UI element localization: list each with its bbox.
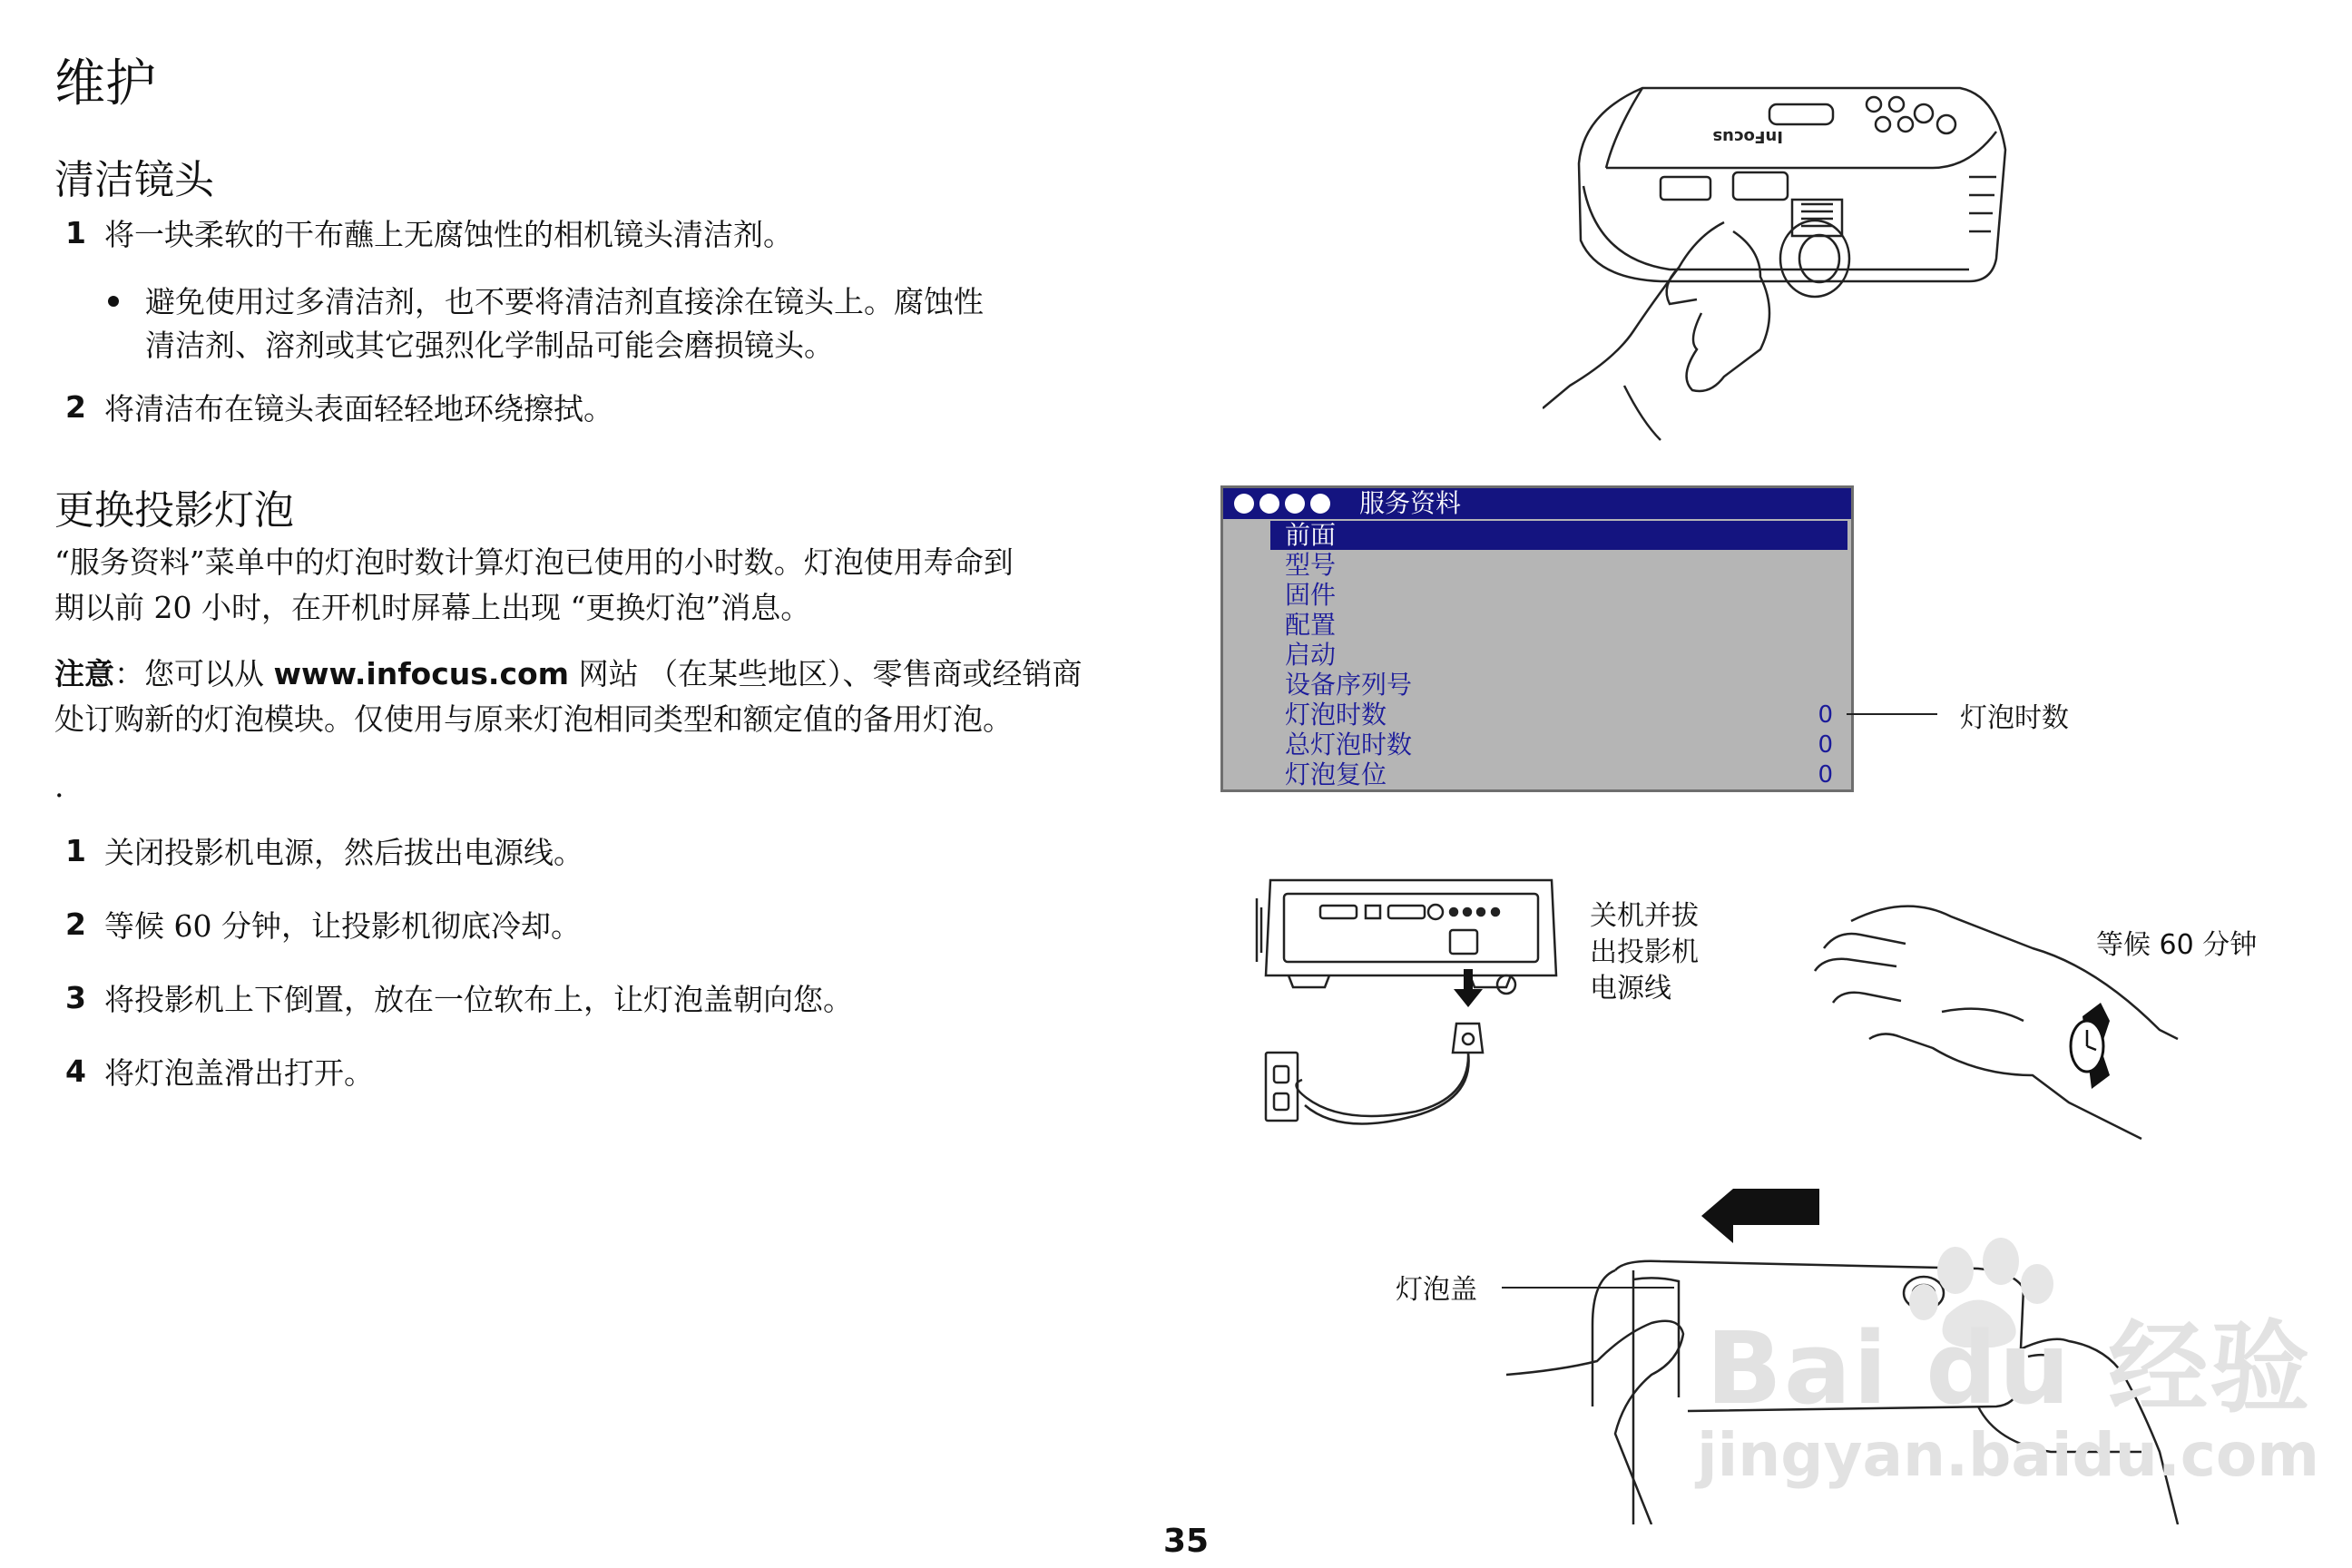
callout-unplug	[1590, 898, 1699, 1007]
bullet-text-line1: 避免使用过多清洁剂，也不要将清洁剂直接涂在镜头上。腐蚀性	[145, 284, 984, 319]
osd-item-lamp-hours[interactable]: 灯泡时数	[1285, 700, 1387, 730]
step-number: 3	[65, 980, 86, 1015]
left-arrow-icon	[1701, 1189, 1819, 1243]
page-title: 维护	[54, 54, 156, 113]
paragraph-line2: 期以前 20 小时，在开机时屏幕上出现 “更换灯泡”消息。	[54, 590, 811, 625]
osd-service-menu	[1220, 485, 1854, 792]
osd-value-lamp-hours: 0	[1818, 701, 1833, 729]
note-label: 注意	[54, 656, 114, 691]
bullet-text-line2: 清洁剂、溶剂或其它强烈化学制品可能会磨损镜头。	[145, 328, 834, 363]
callout-lamp-hours: 灯泡时数	[1960, 702, 2069, 734]
osd-item-lamp-reset[interactable]: 灯泡复位	[1285, 760, 1387, 789]
osd-item-firmware[interactable]: 固件	[1285, 580, 1337, 610]
callout-leader-line	[1502, 1287, 1674, 1289]
step-number: 4	[65, 1054, 86, 1089]
projector-unplug-illustration	[1252, 871, 1561, 1143]
note-line1	[54, 652, 1083, 697]
osd-item-startup[interactable]: 启动	[1285, 640, 1337, 670]
osd-item-model[interactable]: 型号	[1285, 550, 1337, 580]
osd-selection-highlight	[1270, 521, 1847, 550]
step-text: 将一块柔软的干布蘸上无腐蚀性的相机镜头清洁剂。	[104, 217, 793, 252]
note-rest: 网站 （在某些地区）、零售商或经销商	[569, 656, 1083, 691]
step-number: 1	[65, 833, 86, 868]
note-line2: 处订购新的灯泡模块。仅使用与原来灯泡相同类型和额定值的备用灯泡。	[54, 701, 1013, 737]
section-heading-clean-lens: 清洁镜头	[54, 157, 214, 203]
callout-unplug-line1: 关机并拔	[1590, 900, 1699, 932]
note-url-link[interactable]: www.infocus.com	[273, 656, 570, 691]
watermark-main: Bai du 经验	[1706, 1310, 2312, 1426]
callout-wait: 等候 60 分钟	[2096, 929, 2258, 961]
step-text: 将清洁布在镜头表面轻轻地环绕擦拭。	[104, 391, 613, 426]
callout-leader-line	[1847, 713, 1937, 715]
step-text: 等候 60 分钟，让投影机彻底冷却。	[104, 908, 581, 944]
stray-dot: .	[54, 769, 64, 804]
osd-item-front[interactable]: 前面	[1285, 520, 1337, 550]
bullet-icon	[108, 296, 119, 307]
osd-dots-icon	[1234, 494, 1330, 514]
note-sep: ：您可以从	[114, 656, 274, 691]
callout-unplug-line3: 电源线	[1590, 973, 1671, 1004]
page-number: 35	[1163, 1523, 1210, 1560]
osd-item-total-lamp-hours[interactable]: 总灯泡时数	[1285, 730, 1413, 760]
step-text: 将投影机上下倒置，放在一位软布上，让灯泡盖朝向您。	[104, 982, 853, 1017]
callout-unplug-line2: 出投影机	[1590, 936, 1699, 968]
osd-header	[1223, 488, 1851, 519]
osd-item-serial[interactable]: 设备序列号	[1285, 670, 1413, 700]
osd-title: 服务资料	[1359, 488, 1462, 518]
step-number: 2	[65, 389, 86, 425]
step-number: 2	[65, 906, 86, 942]
step-number: 1	[65, 215, 86, 250]
projector-lens-cleaning-illustration	[1543, 77, 2014, 449]
osd-value-total-lamp-hours: 0	[1818, 731, 1833, 759]
projector-brand-label: InFocus	[1712, 127, 1783, 146]
osd-value-lamp-reset: 0	[1818, 761, 1833, 789]
step-text: 将灯泡盖滑出打开。	[104, 1055, 374, 1091]
paragraph-line1: “服务资料”菜单中的灯泡时数计算灯泡已使用的小时数。灯泡使用寿命到	[54, 544, 1014, 580]
step-text: 关闭投影机电源，然后拔出电源线。	[104, 835, 583, 870]
osd-item-config[interactable]: 配置	[1285, 610, 1337, 640]
section-heading-replace-lamp: 更换投影灯泡	[54, 487, 294, 534]
callout-lamp-door: 灯泡盖	[1396, 1274, 1477, 1306]
watermark-url: jingyan.baidu.com	[1697, 1420, 2320, 1490]
